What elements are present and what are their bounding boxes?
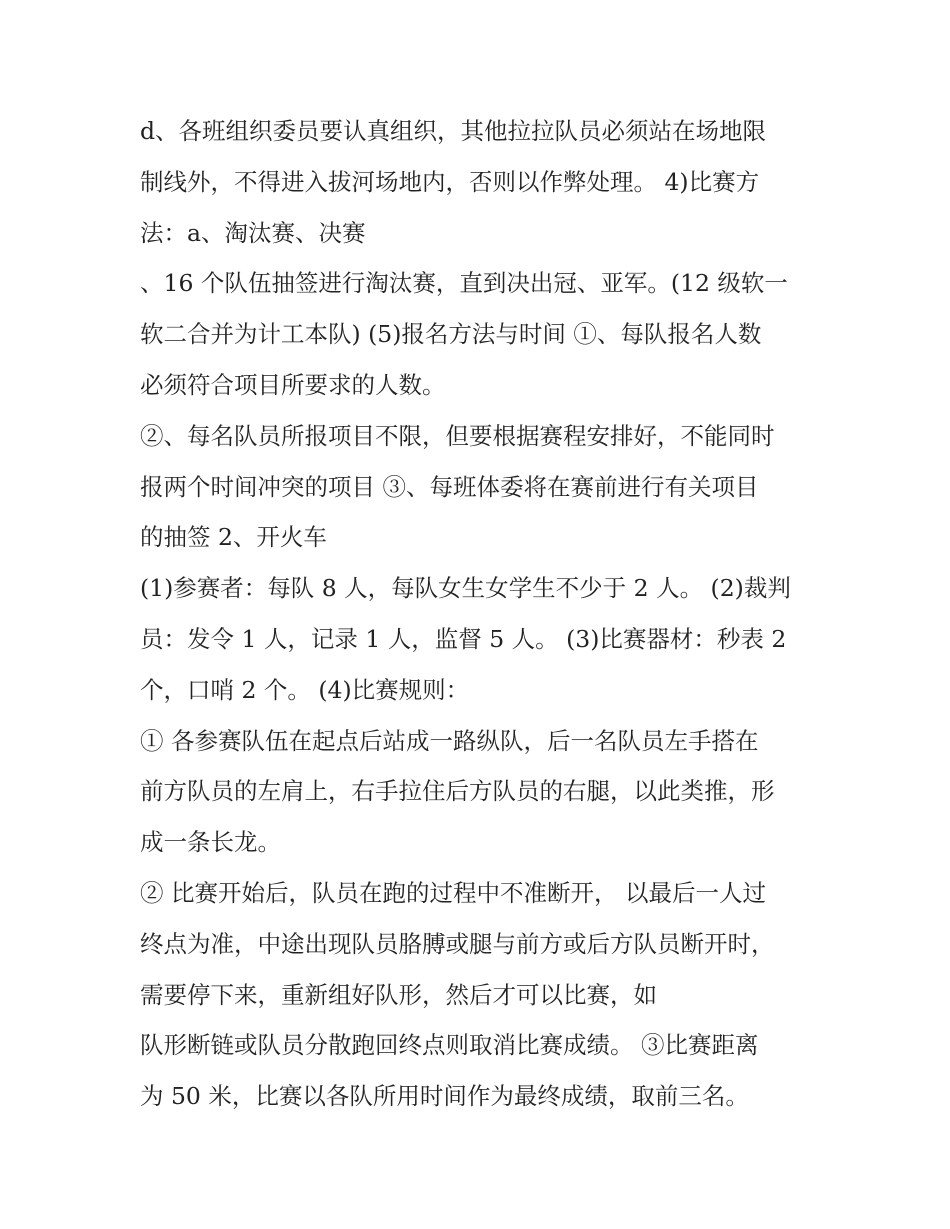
text-line: 必须符合项目所要求的人数。 [140, 370, 446, 399]
text-line: ② 比赛开始后，队员在跑的过程中不准断开， 以最后一人过 [140, 878, 766, 907]
text-line: 终点为准，中途出现队员胳膊或腿与前方或后方队员断开时， [140, 929, 775, 958]
text-line: 成一条长龙。 [140, 828, 281, 857]
text-line: ②、每名队员所报项目不限，但要根据赛程安排好，不能同时 [140, 421, 775, 450]
text-line: ① 各参赛队伍在起点后站成一路纵队，后一名队员左手搭在 [140, 726, 759, 755]
text-line: 个，口哨 2 个。 (4)比赛规则： [140, 675, 470, 704]
text-line: 报两个时间冲突的项目 ③、每班体委将在赛前进行有关项目 [140, 472, 759, 501]
text-line: 员：发令 1 人，记录 1 人，监督 5 人。 (3)比赛器材：秒表 2 [140, 624, 787, 653]
text-line: 队形断链或队员分散跑回终点则取消比赛成绩。 ③比赛距离 [140, 1031, 759, 1060]
text-line: 前方队员的左肩上，右手拉住后方队员的右腿，以此类推，形 [140, 777, 775, 806]
text-line: 法：a、淘汰赛、决赛 [140, 218, 366, 247]
text-line: 需要停下来，重新组好队形，然后才可以比赛，如 [140, 980, 657, 1009]
text-line: 、16 个队伍抽签进行淘汰赛，直到决出冠、亚军。(12 级软一 [140, 269, 788, 298]
text-line: 制线外，不得进入拔河场地内，否则以作弊处理。 4)比赛方 [140, 167, 760, 196]
text-line: 软二合并为计工本队) (5)报名方法与时间 ①、每队报名人数 [140, 320, 762, 349]
text-line: 为 50 米，比赛以各队所用时间作为最终成绩，取前三名。 [140, 1082, 749, 1111]
text-line: (1)参赛者：每队 8 人，每队女生女学生不少于 2 人。 (2)裁判 [140, 574, 791, 603]
text-line: 的抽签 2、开火车 [140, 523, 327, 552]
text-line: d、各班组织委员要认真组织，其他拉拉队员必须站在场地限 [140, 117, 767, 145]
body-text [140, 106, 830, 1122]
